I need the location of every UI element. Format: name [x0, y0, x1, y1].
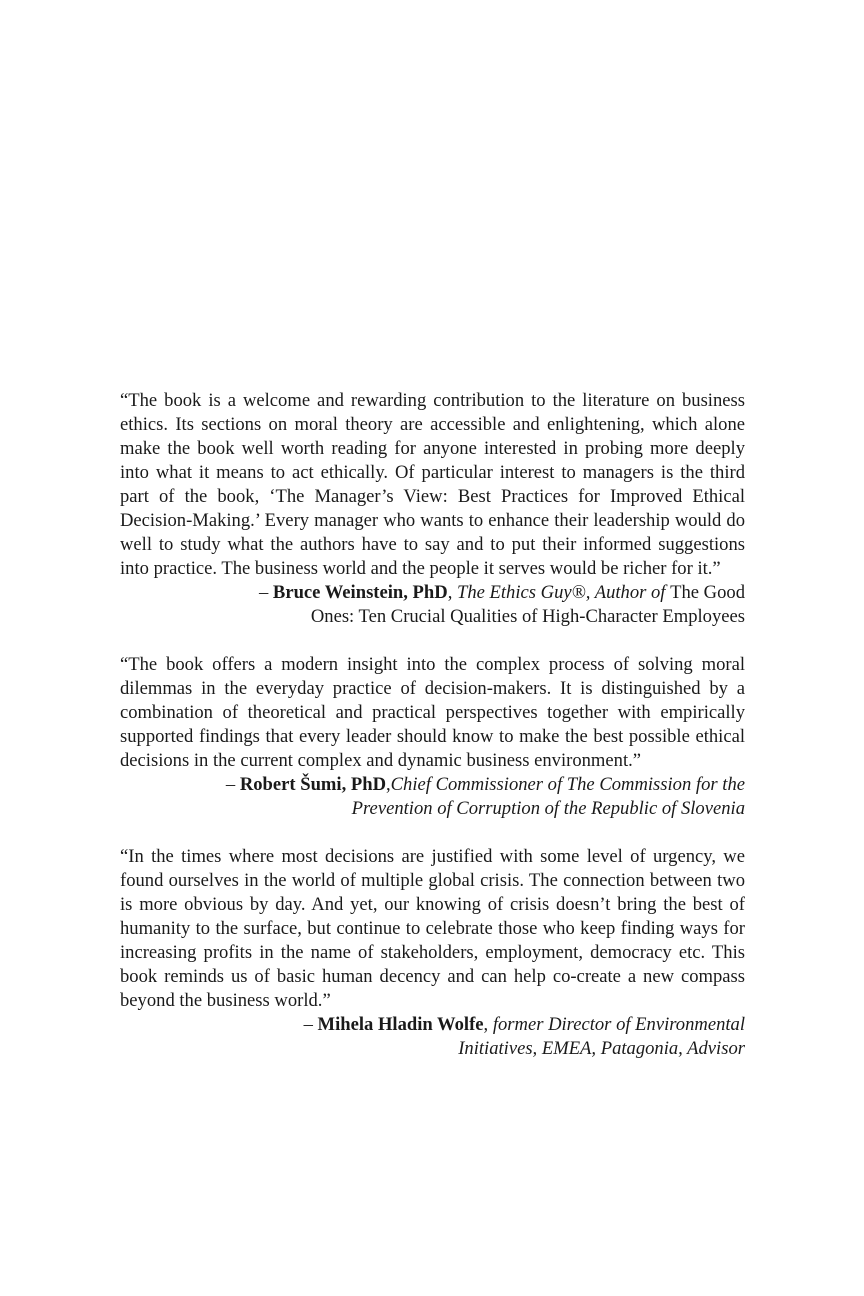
endorser-name: Bruce Weinstein, PhD [272, 582, 448, 603]
endorser-name: Mihela Hladin Wolfe [317, 1014, 484, 1035]
endorsement-attribution [120, 581, 745, 629]
endorsement-sumi [120, 653, 745, 821]
endorser-name: Robert Šumi, PhD [239, 774, 386, 795]
attribution-dash: – [225, 774, 240, 795]
attribution-line [120, 581, 745, 605]
attribution-line [120, 773, 745, 797]
endorsement-quote: “The book offers a modern insight into the complex process of solving moral dilemmas in the everyday practice of decision-makers. It is distinguished by a combination of theoretical and practical perspectives together with empirically supported findings that every leader should know to make the best possible ethical decisions in the current complex and dynamic business environment.” [120, 654, 745, 771]
endorsement-quote: “The book is a welcome and rewarding contribution to the literature on business ethics. Its sections on moral theory are accessible and enlightening, which alone make the book well worth reading for anyone interested in probing more deeply into what it means to act ethically. Of particular interest to managers is the third part of the book, ‘The Manager’s View: Best Practices for Improved Ethical Decision-Making.’ Every manager who wants to enhance their leadership would do well to study what the authors have to say and to put their informed suggestions into practice. The business world and the people it serves would be richer for it.” [120, 390, 745, 579]
attribution-dash: – [258, 582, 273, 603]
attribution-separator: , [386, 774, 391, 795]
endorser-title: Chief Commissioner of The Commission for the [390, 774, 745, 795]
attribution-line [120, 1013, 745, 1037]
attribution-separator: , [483, 1014, 493, 1035]
endorser-title: The Ethics Guy®, Author of [456, 582, 671, 603]
endorsement-attribution [120, 773, 745, 821]
endorsement-quote: “In the times where most decisions are justified with some level of urgency, we found ourselves in the world of multiple global crisis. The connection between two is more obvious by day. And yet, our knowing of crisis doesn’t bring the best of humanity to the surface, but continue to celebrate those who keep finding ways for increasing profits in the name of stakeholders, employment, democracy etc. This book reminds us of basic human decency and can help co-create a new compass beyond the business world.” [120, 846, 745, 1011]
endorsements-section [120, 389, 745, 1085]
attribution-separator: , [447, 582, 457, 603]
book-title-continued: Ones: Ten Crucial Qualities of High-Character Employees [310, 606, 745, 627]
endorser-title-continued: Prevention of Corruption of the Republic of Slovenia [351, 798, 745, 819]
attribution-dash: – [303, 1014, 318, 1035]
attribution-line [120, 605, 745, 629]
endorsement-attribution [120, 1013, 745, 1061]
book-title: The Good [670, 582, 745, 603]
endorser-title: former Director of Environmental [492, 1014, 745, 1035]
endorsement-wolfe [120, 845, 745, 1061]
endorsement-weinstein [120, 389, 745, 629]
endorser-title-continued: Initiatives, EMEA, Patagonia, Advisor [458, 1038, 745, 1059]
